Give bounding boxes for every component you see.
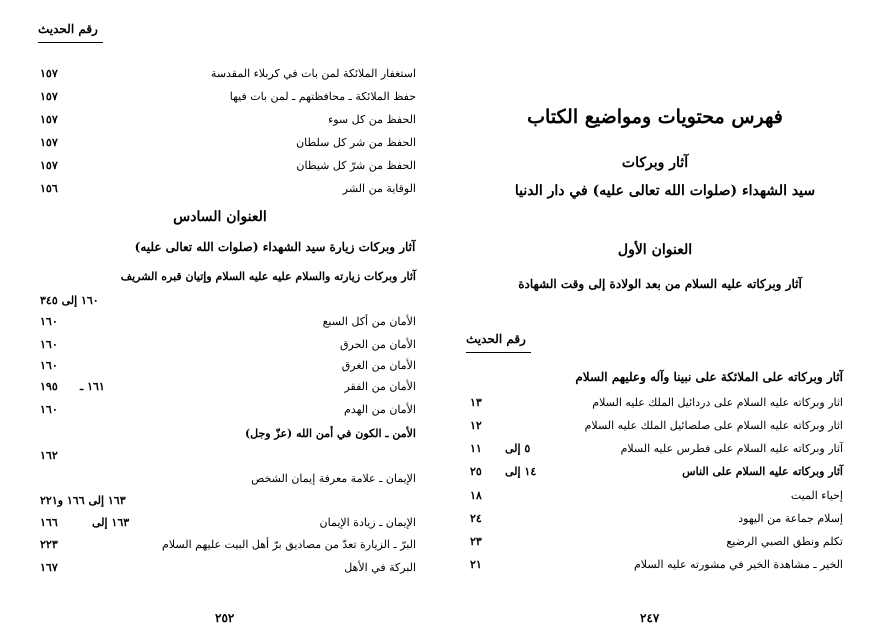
left-header-label: رقم الحديث <box>38 22 98 36</box>
list-item <box>0 159 440 179</box>
entry-text: اثار وبركاته عليه السلام على دردائيل الملك عليه السلام <box>592 396 843 409</box>
entry-number: ٢١ <box>470 558 482 571</box>
entry-text: الأمان من الهدم <box>344 403 416 416</box>
list-item <box>440 535 881 555</box>
entry-number: ١١ <box>470 442 482 455</box>
entry-number: ١٨ <box>470 489 482 502</box>
list-item <box>0 359 440 379</box>
entry-number: ١٦٠ <box>40 315 58 328</box>
list-item <box>0 182 440 202</box>
entry-number: ١٥٦ <box>40 182 58 195</box>
page-number: ٢٥٢ <box>215 611 235 625</box>
entry-text: حفظ الملائكة ـ محافظتهم ـ لمن بات فيها <box>229 90 416 103</box>
entry-number: ٢٢٣ <box>40 538 58 551</box>
left-header-rule <box>38 42 103 43</box>
section-subheading: آثار وبركات زيارة سيد الشهداء (صلوات الله تعالى عليه) <box>134 240 416 254</box>
entry-number: ١٥٧ <box>40 136 58 149</box>
entry-number: ١٦٠ <box>40 359 58 372</box>
section-heading: العنوان الأول <box>617 242 693 258</box>
entry-text: الوقاية من الشر <box>342 182 416 195</box>
section-subheading: آثار وبركاته عليه السلام من بعد الولادة إلى وقت الشهادة <box>518 277 802 291</box>
entry-number: ١٥٧ <box>40 159 58 172</box>
list-item <box>440 419 881 439</box>
entry-text: الأمان من الفقر <box>344 380 416 393</box>
entry-text: الأمان من الغرق <box>341 359 416 372</box>
entry-text: الحفظ من شر كل سلطان <box>296 136 416 149</box>
list-item <box>0 516 440 536</box>
entry-text: الحفظ من شرّ كل شيطان <box>296 159 416 172</box>
entry-text: الأمان من أكل السبع <box>322 315 416 328</box>
list-item <box>0 315 440 335</box>
entry-text: استغفار الملائكة لمن بات في كربلاء المقدسة <box>210 67 416 80</box>
title-sub-2: سيد الشهداء (صلوات الله تعالى عليه) في دار الدنيا <box>514 183 816 199</box>
entry-number: ١٢ <box>470 419 482 432</box>
entry-number: ١٦٠ <box>40 403 58 416</box>
list-item <box>440 396 881 416</box>
entry-range-start: ١٦١ ـ <box>80 380 105 393</box>
entry-number: ١٦٠ <box>40 338 58 351</box>
right-header-label: رقم الحديث <box>466 332 526 346</box>
entry-text: آثار وبركاته عليه السلام على الناس <box>682 465 843 478</box>
entry-text: الأمان من الحرق <box>339 338 416 351</box>
page-number: ٢٤٧ <box>640 611 660 625</box>
entry-text: الإيمان ـ زيادة الإيمان <box>319 516 416 529</box>
section-heading: العنوان السادس <box>173 209 267 225</box>
group-title: آثار وبركاته على الملائكة على نبينا وآله وعليهم السلام <box>575 370 843 384</box>
entry-number: ٢٣ <box>470 535 482 548</box>
list-item <box>440 512 881 532</box>
list-item <box>0 90 440 110</box>
list-item <box>440 442 881 462</box>
page-title: فهرس محتويات ومواضيع الكتاب <box>527 106 783 128</box>
entry-text: البرّ ـ الزيارة تعدّ من مصاديق برّ أهل البيت عليهم السلام <box>162 538 416 551</box>
list-item <box>0 113 440 133</box>
entry-number: ١٦٧ <box>40 561 58 574</box>
list-item <box>0 338 440 358</box>
entry-text: الخير ـ مشاهدة الخير في مشورته عليه السلام <box>634 558 843 571</box>
entry-range-start: ٥ إلى <box>505 442 531 455</box>
entry-number: ٢٤ <box>470 512 482 525</box>
entry-text: البركة في الأهل <box>344 561 416 574</box>
left-page <box>0 0 440 639</box>
entry-range-start: ١٦٣ إلى <box>92 516 130 529</box>
aman-entry-number: ١٦٢ <box>40 449 58 462</box>
right-page <box>440 0 881 639</box>
list-item <box>0 538 440 558</box>
entry-number: ١٣ <box>470 396 482 409</box>
iman-entry-number: ١٦٣ إلى ١٦٦ و٢٢١ <box>40 494 126 507</box>
entry-number: ١٥٧ <box>40 113 58 126</box>
title-sub-1: آثار وبركات <box>621 155 689 171</box>
intro-range: ١٦٠ إلى ٣٤٥ <box>40 294 99 307</box>
section-intro: آثار وبركات زيارته والسلام عليه عليه السلام وإتيان قبره الشريف <box>120 270 416 283</box>
list-item <box>0 136 440 156</box>
entry-text: اثار وبركاته عليه السلام على صلصائيل الملك عليه السلام <box>584 419 843 432</box>
iman-entry-text: الإيمان ـ علامة معرفة إيمان الشخص <box>251 472 416 485</box>
list-item <box>0 561 440 581</box>
entry-range-start: ١٤ إلى <box>505 465 537 478</box>
list-item <box>0 67 440 87</box>
list-item <box>0 403 440 423</box>
entry-text: آثار وبركاته عليه السلام على فطرس عليه السلام <box>620 442 843 455</box>
entry-number: ١٥٧ <box>40 90 58 103</box>
entry-number: ٢٥ <box>470 465 482 478</box>
list-item <box>440 558 881 578</box>
entry-text: إسلام جماعة من اليهود <box>738 512 843 525</box>
list-item <box>0 380 440 400</box>
entry-text: تكلم ونطق الصبي الرضيع <box>726 535 843 548</box>
entry-number: ١٥٧ <box>40 67 58 80</box>
entry-number: ١٦٦ <box>40 516 58 529</box>
entry-number: ١٩٥ <box>40 380 58 393</box>
aman-entry-text: الأمن ـ الكون في أمن الله (عزّ وجل) <box>244 427 416 440</box>
list-item <box>440 465 881 485</box>
entry-text: إحياء الميت <box>790 489 843 502</box>
right-header-rule <box>466 352 531 353</box>
list-item <box>440 489 881 509</box>
entry-text: الحفظ من كل سوء <box>328 113 416 126</box>
